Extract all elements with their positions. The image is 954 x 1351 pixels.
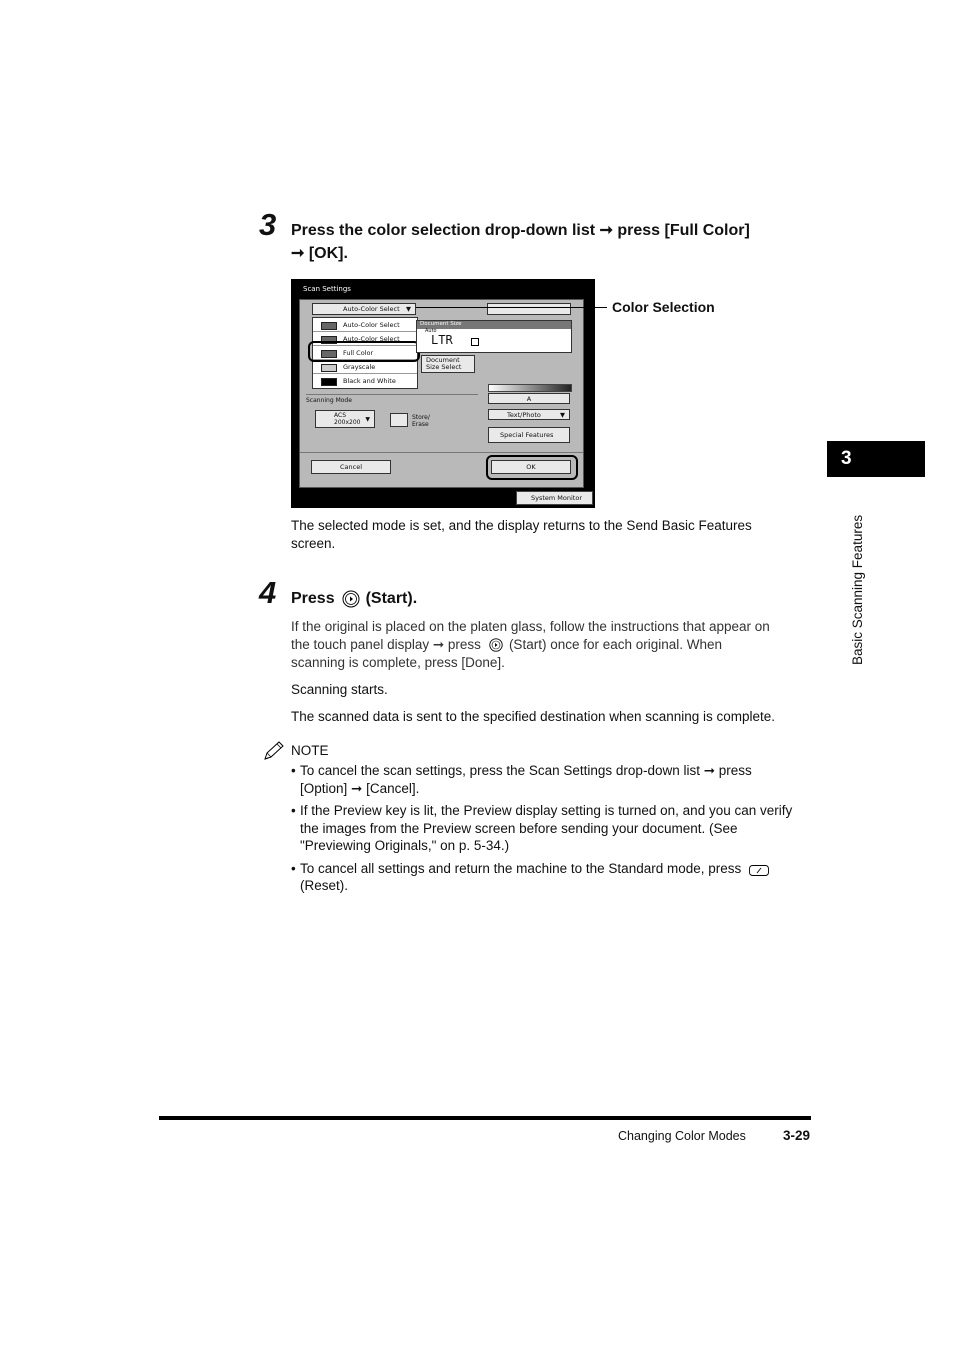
menu-item-label: Grayscale [343,362,376,371]
document-size-panel [416,320,572,353]
note-list [291,762,816,900]
note-item [291,762,816,797]
side-section-title [836,485,864,665]
note-item2-line1: • If the Preview key is lit, the Preview display setting is turned on, and you can verify [300,803,793,818]
cancel-label: Cancel [339,463,363,471]
scanning-starts: Scanning starts. [291,682,388,697]
step-3-result-line1: The selected mode is set, and the display returns to the Send Basic Features [291,518,752,533]
section-divider [306,394,478,395]
reset-key-icon [749,863,769,874]
step-4-instr-line2b: (Start) once for each original. When [508,637,723,652]
note-item3-line1-wrap [300,860,816,878]
text-photo-dropdown[interactable] [488,409,570,420]
step-3-heading [291,219,750,265]
document-size-auto: Auto [425,328,437,334]
footer-rule [159,1116,811,1120]
start-key-icon [489,638,503,652]
note-title: NOTE [291,743,329,758]
note-item2-line3: "Previewing Originals," on p. 5-34.) [300,838,510,853]
footer-title: Changing Color Modes [618,1129,746,1143]
system-monitor-label: System Monitor [530,494,582,502]
step-number-3: 3 [259,207,277,242]
step-3-result-line2: screen. [291,536,336,551]
screen-title: Scan Settings [303,285,351,293]
chevron-down-icon: ▼ [560,410,565,419]
density-controls[interactable] [488,393,570,404]
callout-color-selection: Color Selection [612,299,715,315]
note-item1-line1: • To cancel the scan settings, press the Scan Settings drop-down list ➞ press [300,763,752,778]
text-photo-label: Text/Photo [507,410,541,419]
screen-panel [299,299,584,488]
menu-item-label: Auto-Color Select [343,334,400,343]
ok-label: OK [526,463,536,471]
screen-bottom-bar [291,488,595,508]
density-auto-label: A [526,394,532,403]
start-key-icon [342,590,360,608]
resolution-field [487,303,571,315]
density-slider[interactable] [488,384,572,392]
step-number-4: 4 [259,575,277,610]
pencil-note-icon [262,740,286,762]
menu-item-label: Black and White [343,377,396,385]
menu-item-grayscale[interactable] [313,360,417,374]
step-4-instr-line3: scanning is complete, press [Done]. [291,655,505,670]
chevron-down-icon: ▼ [406,305,411,313]
bottom-divider [300,452,583,453]
system-monitor-button[interactable] [516,491,593,505]
chapter-tab [827,441,925,477]
step-4-instructions [291,618,816,672]
note-item3-line2: (Reset). [300,878,349,893]
step-3-heading-line1: Press the color selection drop-down list ➞ press [Full Color] [291,222,750,239]
menu-item-label: Full Color [343,348,374,357]
orientation-icon [471,338,479,346]
store-erase-label: Store/ Erase [412,414,430,428]
note-item3-line1: • To cancel all settings and return the machine to the Standard mode, press [300,860,742,876]
document-size-header: Document Size [417,321,571,329]
special-features-button[interactable] [488,427,570,443]
note-item [291,802,816,855]
side-section-text: Basic Scanning Features [850,514,865,665]
color-select-dropdown[interactable] [312,303,416,315]
sent-text: The scanned data is sent to the specified destination when scanning is complete. [291,709,776,724]
color-select-value: Auto-Color Select [343,305,400,313]
step-4-start: (Start). [365,590,418,607]
step-3-result [291,517,811,553]
document-size-select-button[interactable] [421,355,475,373]
menu-item-label: Auto-Color Select [343,320,400,329]
note-item [291,860,816,895]
document-size-value: LTR [431,333,453,347]
step-4-instr-line2a: the touch panel display ➞ press [291,637,481,652]
note-item1-line2: [Option] ➞ [Cancel]. [300,780,420,796]
scanning-mode-label [306,397,478,404]
cancel-button[interactable] [311,460,391,474]
note-item2-line2: the images from the Preview screen before sending your document. (See [300,820,738,836]
callout-line [416,307,607,308]
store-erase-button[interactable] [390,413,408,427]
document-size-select-label: Document Size Select [426,356,462,371]
acs-resolution-label: ACS 200x200 [334,412,361,426]
menu-item-auto-color-1[interactable] [313,318,417,332]
step-4-heading [291,587,417,610]
step-3-heading-line2: ➞ [OK]. [291,245,348,262]
acs-resolution-button[interactable] [315,410,375,428]
step-4-instr-line1: If the original is placed on the platen glass, follow the instructions that appear on [291,619,770,634]
menu-item-black-and-white[interactable] [313,374,417,388]
scanning-mode-text: Scanning Mode [306,397,352,404]
page-number: 3-29 [783,1128,811,1143]
chapter-number: 3 [841,448,852,469]
step-4-instr-line2 [291,636,816,654]
scan-settings-screen [291,279,595,508]
step-4-press: Press [291,590,335,607]
ok-highlight [486,455,578,480]
special-features-label: Special Features [500,431,554,439]
chevron-down-icon: ▼ [365,415,370,423]
full-color-highlight [308,341,420,362]
